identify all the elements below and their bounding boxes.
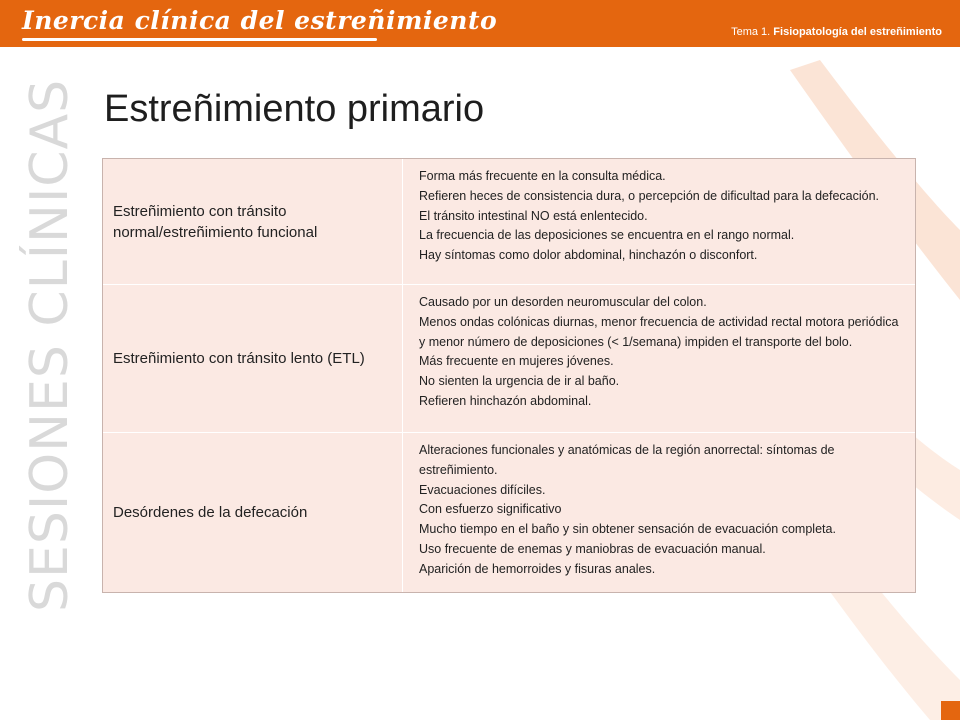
topic-label [731, 26, 942, 38]
header-bar [0, 0, 960, 47]
description-line: Menos ondas colónicas diurnas, menor frecuencia de actividad rectal motora periódica y menor número de deposiciones (< 1/semana) impiden el transporte del bolo. [419, 314, 899, 349]
description-line: Causado por un desorden neuromuscular del colon. [419, 295, 707, 309]
table-row [103, 159, 915, 285]
content-table [102, 158, 916, 593]
page-title: Estreñimiento primario [104, 88, 485, 130]
description-line: Hay síntomas como dolor abdominal, hinchazón o disconfort. [419, 248, 758, 263]
description-line: Aparición de hemorroides y fisuras anales. [419, 561, 656, 576]
row-description [403, 433, 915, 592]
description-line: Alteraciones funcionales y anatómicas de la región anorrectal: síntomas de estreñimiento. [419, 443, 835, 477]
description-line: Evacuaciones difíciles. [419, 482, 546, 497]
row-description [403, 285, 915, 432]
topic-prefix: Tema 1. [731, 26, 771, 38]
description-line: La frecuencia de las deposiciones se encuentra en el rango normal. [419, 228, 795, 243]
table-row [103, 433, 915, 592]
topic-name: Fisiopatología del estreñimiento [773, 26, 942, 38]
description-line: Con esfuerzo significativo [419, 502, 562, 517]
sidebar-vertical-text: SESIONES CLÍNICAS [20, 78, 80, 612]
description-line: Refieren heces de consistencia dura, o percepción de dificultad para la defecación. [419, 188, 880, 203]
brand-underline [22, 38, 377, 41]
footer-accent-square [941, 701, 960, 720]
row-label: Desórdenes de la defecación [103, 433, 403, 592]
description-line: Uso frecuente de enemas y maniobras de evacuación manual. [419, 541, 766, 556]
description-line: Refieren hinchazón abdominal. [419, 393, 592, 408]
description-line: Forma más frecuente en la consulta médica. [419, 169, 666, 183]
table-row [103, 285, 915, 433]
description-line: El tránsito intestinal NO está enlentecido. [419, 208, 648, 223]
description-line: Más frecuente en mujeres jóvenes. [419, 354, 614, 369]
description-line: Mucho tiempo en el baño y sin obtener sensación de evacuación completa. [419, 522, 836, 537]
row-description [403, 159, 915, 284]
description-line: No sienten la urgencia de ir al baño. [419, 374, 620, 389]
row-label: Estreñimiento con tránsito lento (ETL) [103, 285, 403, 432]
brand-title: Inercia clínica del estreñimiento [22, 6, 498, 35]
row-label: Estreñimiento con tránsito normal/estreñimiento funcional [103, 159, 403, 284]
